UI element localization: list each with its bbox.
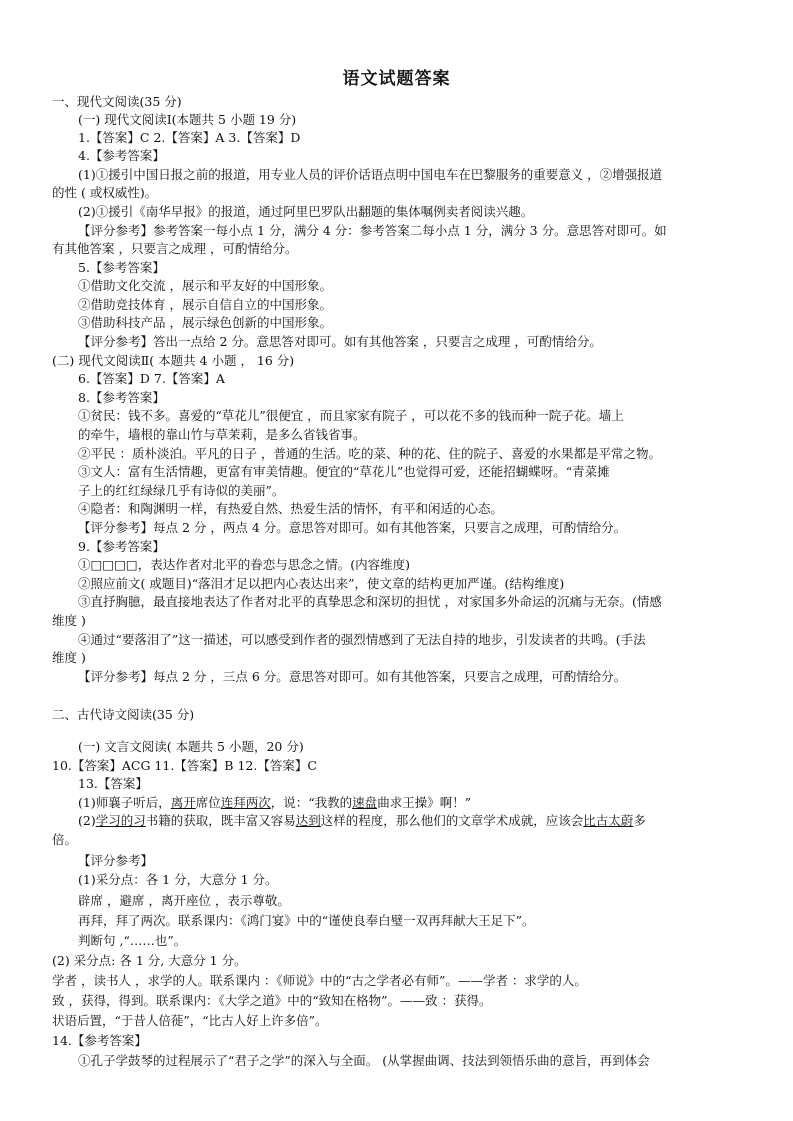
text-line: 状语后置，“于昔人倍蓰”，“比古人好上许多倍”。 <box>52 1013 328 1028</box>
scoring-line: 【评分参考】答出一点给 2 分。意思答对即可。如有其他答案 ，只要言之成理 ，可酌情给分。 <box>78 334 602 349</box>
answer-heading: 14.【参考答案】 <box>52 1033 147 1048</box>
answer-heading: 13.【答案】 <box>78 776 148 791</box>
answer-heading: 4.【参考答案】 <box>78 148 165 163</box>
underlined-text: 学习的习 <box>95 813 146 828</box>
answer-heading: 5.【参考答案】 <box>78 260 165 275</box>
text-line: ③借助科技产品 ，展示绿色创新的中国形象。 <box>78 315 332 330</box>
scoring-line: 【评分参考】每点 2 分 ，两点 4 分。意思答对即可。如有其他答案，只要言之成理，可酌情给分。 <box>78 520 627 535</box>
page-title: 语文试题答案 <box>342 69 451 89</box>
text-line: (2)①援引《南华早报》的报道，通过阿里巴罗队出翻题的集体嘱例卖者阅读兴趣。 <box>78 204 534 219</box>
text-line: 致 ，获得，得到。联系课内：《大学之道》中的“致知在格物”。——致 ：获得。 <box>52 993 492 1008</box>
scoring-line: 【评分参考】每点 2 分 ，三点 6 分。意思答对即可。如有其他答案，只要言之成理，可酌情给分。 <box>78 669 627 684</box>
underlined-text: 离开 <box>170 795 196 810</box>
scoring-line: 有其他答案 ，只要言之成理 ，可酌情给分。 <box>52 241 298 256</box>
text-line: 判断句 ,“……也”。 <box>78 933 187 948</box>
answer-line: 10.【答案】ACG 11.【答案】B 12.【答案】C <box>52 758 317 773</box>
text-line: 子上的红红绿绿几乎有诗似的美丽”。 <box>78 483 285 498</box>
text-line: 的牵牛，墙根的靠山竹与草茉莉，是多么省钱省事。 <box>78 427 366 442</box>
subsection-heading: (一) 文言文阅读( 本题共 5 小题，20 分) <box>78 739 304 754</box>
scoring-heading: 【评分参考】 <box>78 853 154 868</box>
text-line: ②照应前文( 或题目)“落泪才足以把内心表达出来”，使文章的结构更加严谨。(结构维度) <box>78 576 565 591</box>
scoring-line: (2) 采分点: 各 1 分, 大意分 1 分。 <box>52 953 247 968</box>
text-line: ②借助竞技体育 ，展示自信自立的中国形象。 <box>78 297 332 312</box>
text-line: ①孔子学鼓琴的过程展示了“君子之学”的深入与全面。 (从掌握曲调、技法到领悟乐曲的意旨，再到体会 <box>78 1053 650 1068</box>
text-line: ③文人：富有生活情趣，更富有审美情趣。便宜的“草花儿”也觉得可爱，还能招蝴蝶呀。“青菜摊 <box>78 464 610 479</box>
text-line: ④通过“要落泪了”这一描述，可以感受到作者的强烈情感到了无法自持的地步，引发读者的共鸣。(手法 <box>78 632 646 647</box>
underlined-text: 比古太蔚 <box>583 813 634 828</box>
answer-line: 1.【答案】C 2.【答案】A 3.【答案】D <box>78 130 301 145</box>
subsection-heading: (二) 现代文阅读Ⅱ( 本题共 4 小题 ， 16 分) <box>52 353 295 368</box>
text-line: 维度 ) <box>52 650 86 665</box>
underlined-text: 连拜两次 <box>220 795 271 810</box>
translation-line: (1)师襄子听后，离开席位连拜两次，说：“我教的速盘曲求王操》啊！” <box>78 795 472 810</box>
underlined-text: 速盘 <box>352 795 378 810</box>
text-line: 倍。 <box>52 832 78 847</box>
answer-heading: 8.【参考答案】 <box>78 390 165 405</box>
translation-line: (2)学习的习书籍的获取，既丰富又容易达到这样的程度，那么他们的文章学术成就，应该会比古太蔚多 <box>78 813 646 828</box>
text-line: (1)①援引中国日报之前的报道，用专业人员的评价话语点明中国电车在巴黎服务的重要意义 ，②增强报道 <box>78 167 663 182</box>
answer-heading: 9.【参考答案】 <box>78 539 165 554</box>
text-line: ①借助文化交流 ，展示和平友好的中国形象。 <box>78 278 332 293</box>
text-line: ④隐者：和陶渊明一样，有热爱自然、热爱生活的情怀，有平和闲适的心态。 <box>78 501 504 516</box>
scoring-line: 【评分参考】参考答案一每小点 1 分，满分 4 分：参考答案二每小点 1 分，满分 3 分。意思答对即可。如 <box>78 223 667 238</box>
answer-line: 6.【答案】D 7.【答案】A <box>78 371 225 386</box>
text-line: 维度 ) <box>52 613 86 628</box>
text-line: ③直抒胸臆，最直接地表达了作者对北平的真挚思念和深切的担忧 ，对家国多外命运的沉痛与无奈。(情感 <box>78 594 662 609</box>
text-line: ①贫民：钱不多。喜爱的“草花儿”很便宜 ，而且家家有院子 ，可以花不多的钱而种一院子花。墙上 <box>78 408 624 423</box>
text-line: ②平民 ：质朴淡泊。平凡的日子 ，普通的生活。吃的菜、种的花、住的院子、喜爱的水果都是平常之物。 <box>78 446 661 461</box>
text-line: 辟席 ，避席 ，离开座位 ，表示尊敬。 <box>78 893 290 908</box>
section-heading: 二、古代诗文阅读(35 分) <box>52 707 195 722</box>
text-line: 的性 ( 或权威性)。 <box>52 185 158 200</box>
subsection-heading: (一) 现代文阅读Ⅰ(本题共 5 小题 19 分) <box>78 112 297 127</box>
text-line: ①□□□□，表达作者对北平的眷恋与思念之情。(内容维度) <box>78 557 410 572</box>
section-heading: 一、现代文阅读(35 分) <box>52 94 182 109</box>
scoring-line: (1)采分点：各 1 分，大意分 1 分。 <box>78 872 278 887</box>
underlined-text: 达到 <box>295 813 321 828</box>
text-line: 学者 ，读书人 ，求学的人。联系课内 ：《师说》中的“古之学者必有师”。——学者 ：求学的人。 <box>52 973 587 988</box>
text-line: 再拜，拜了两次。联系课内：《鸿门宴》中的“谨使良奉白璧一双再拜献大王足下”。 <box>78 913 535 928</box>
